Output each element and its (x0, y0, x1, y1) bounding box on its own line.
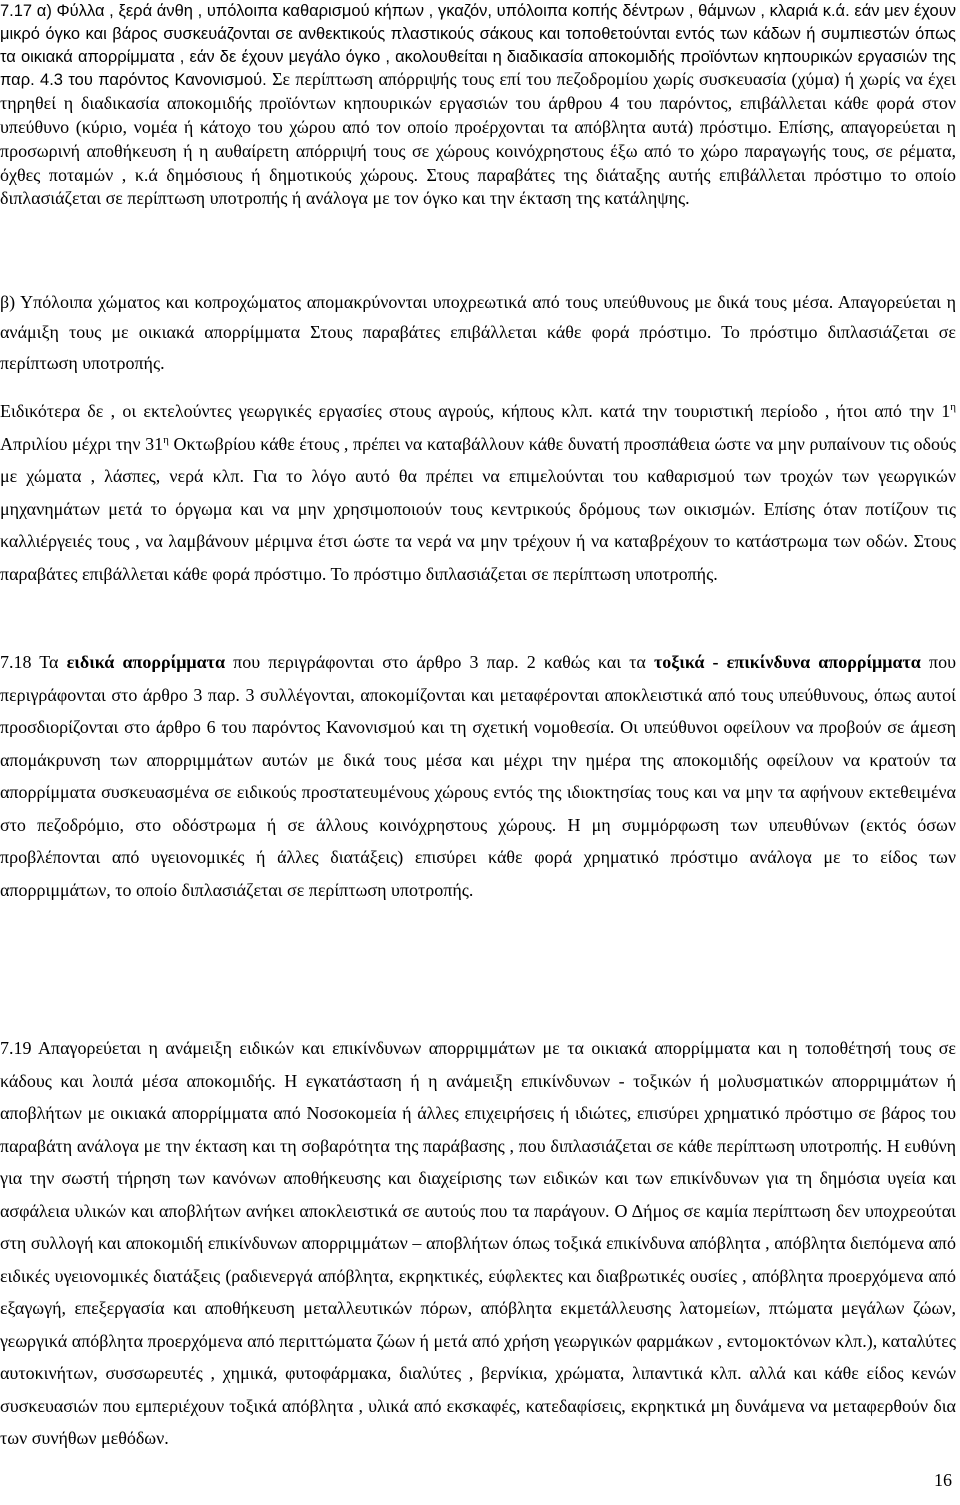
paragraph-7-17-c-text-1: Ειδικότερα δε , οι εκτελούντες γεωργικές εργασίες στους αγρούς, κήπους κλπ. κατά την τουριστική περίοδο , ήτοι από την 1 (0, 401, 951, 421)
page-number: 16 (934, 1470, 952, 1490)
paragraph-7-17-c-text-3: Οκτωβρίου κάθε έτους , πρέπει να καταβάλλουν κάθε δυνατή προσπάθεια ώστε να μην ρυπαίνουν τις οδούς με χώματα , λάσπες, νερά κλπ. Για το λόγο αυτό θα πρέπει να επιμελούνται του καθαρισμού των τροχών των γεωργικών μηχανημάτων μετά το όργωμα και να μην χρησιμοποιούν τους κεντρικούς δρόμους των οικισμών. Επίσης όταν ποτίζουν τις καλλιέργειές τους , να λαμβάνουν μέριμνα έτσι ώστε τα νερά να μην τρέχουν ή να καταβρέχουν το κατάστρωμα των οδών. Στους παραβάτες επιβάλλεται κάθε φορά πρόστιμο. Το πρόστιμο διπλασιάζεται σε περίπτωση υποτροπής. (0, 433, 956, 584)
paragraph-7-17-b (0, 287, 956, 378)
paragraph-7-17-a-text: 7.17 α) Φύλλα , ξερά άνθη , υπόλοιπα καθαρισμού κήπων , γκαζόν, υπόλοιπα κοπής δέντρων , θάμνων , κλαριά κ.ά. εάν μεν έχουν μικρό όγκο και βάρος συσκευάζονται σε ανθεκτικούς πλαστικούς σάκους και τοποθετούνται εντός των κάδων ή συμπιεστών όπως τα οικιακά απορρίμματα , εάν δε έχουν μεγάλο όγκο , ακολουθείται η διαδικασία αποκομιδής προϊόντων κηπουρικών εργασιών της παρ. 4.3 του παρόντος Κανονισμού. (0, 2, 956, 90)
superscript-eta: η (950, 401, 956, 413)
paragraph-7-17-a (0, 0, 956, 211)
paragraph-7-19-text: 7.19 Απαγορεύεται η ανάμειξη ειδικών και επικίνδυνων απορριμμάτων με τα οικιακά απορρίμματα και η τοποθέτησή τους σε κάδους και λοιπά μέσα αποκομιδής. Η εγκατάσταση ή η ανάμειξη επικίνδυνων - τοξικών ή μολυσματικών απορριμμάτων ή αποβλήτων με οικιακά απορρίμματα από Νοσοκομεία ή άλλες επιχειρήσεις ή ιδιώτες, επισύρει χρηματικό πρόστιμο σε βάρος του παραβάτη ανάλογα με την έκταση και τη σοβαρότητα της παράβασης , που διπλασιάζεται σε κάθε περίπτωση υποτροπής. Η ευθύνη για την σωστή τήρηση των κανόνων αποθήκευσης και διαχείρισης των ειδικών και των επικίνδυνων για τη δημόσια υγεία και ασφάλεια υλικών και αποβλήτων ανήκει αποκλειστικά σε αυτούς που τα παράγουν. Ο Δήμος σε καμία περίπτωση δεν υποχρεούται στη συλλογή και αποκομιδή επικίνδυνων απορριμμάτων – αποβλήτων όπως τοξικά επικίνδυνα απόβλητα , απόβλητα διεπόμενα από ειδικές υγειονομικές διατάξεις (ραδιενεργά απόβλητα, εκρηκτικές, εύφλεκτες και διαβρωτικές ουσίες , απόβλητα προερχόμενα από εξαγωγή, επεξεργασία και αποθήκευση μεταλλευτικών πόρων, απόβλητα εκμετάλλευσης λατομείων, πτώματα μεγάλων ζώων, γεωργικά απόβλητα προερχόμενα από περιττώματα ζώων ή μετά από χρήση γεωργικών φαρμάκων , εντομοκτόνων κλπ.), καταλύτες αυτοκινήτων, συσσωρευτές , χημικά, φυτοφάρμακα, διαλύτες , βερνίκια, χρώματα, λιπαντικά κλπ. αλλά και κάθε είδος κενών συσκευασιών που εμπεριέχουν τοξικά απόβλητα , υλικά από εκσκαφές, κατεδαφίσεις, εκρηκτικά μη δυνάμενα να μεταφερθούν δια των συνήθων μεθόδων. (0, 1038, 956, 1448)
paragraph-7-17-b-text: β) Υπόλοιπα χώματος και κοπροχώματος απομακρύνονται υποχρεωτικά από τους υπεύθυνους με δικά τους μέσα. Απαγορεύεται η ανάμιξη τους με οικιακά απορρίμματα Στους παραβάτες επιβάλλεται κάθε φορά πρόστιμο. Το πρόστιμο διπλασιάζεται σε περίπτωση υποτροπής. (0, 292, 956, 373)
paragraph-7-18-text-1: 7.18 Τα (0, 652, 67, 672)
paragraph-7-17-a2-text: Σε περίπτωση απόρριψής τους επί του πεζοδρομίου χωρίς συσκευασία (χύμα) ή χωρίς να έχει τηρηθεί η διαδικασία αποκομιδής προϊόντων κηπουρικών εργασιών του άρθρου 4 του παρόντος, επιβάλλεται κάθε φορά στον υπεύθυνο (κύριο, νομέα ή κάτοχο του χώρου από τον οποίο προέρχονται τα απόβλητα αυτά) πρόστιμο. Επίσης, απαγορεύεται η προσωρινή αποθήκευση ή η αυθαίρετη απόρριψή τους σε χώρους κοινόχρηστους έξω από το χώρο παραγωγής τους, σε ρέματα, όχθες ποταμών , κ.ά δημόσιους ή δημοτικούς χώρους. Στους παραβάτες της διάταξης αυτής επιβάλλεται πρόστιμο το οποίο διπλασιάζεται σε περίπτωση υποτροπής ή ανάλογα με τον όγκο και την έκταση της κατάληψης. (0, 69, 957, 209)
bold-term-toxic-waste: τοξικά - επικίνδυνα απορρίμματα (653, 652, 921, 672)
paragraph-7-17-c-text-2: Απριλίου μέχρι την 31 (0, 433, 164, 454)
paragraph-7-18-text-3: που περιγράφονται στο άρθρο 3 παρ. 3 συλλέγονται, αποκομίζονται και μεταφέρονται αποκλειστικά από τους υπεύθυνους, όπως αυτοί προσδιορίζονται στο άρθρο 6 του παρόντος Κανονισμού και τη σχετική νομοθεσία. Οι υπεύθυνοι οφείλουν να προβούν σε άμεση απομάκρυνση των απορριμμάτων αυτών με δικά τους μέσα και μέχρι την ημέρα της αποκομιδής οφείλουν να κρατούν τα απορρίμματα συσκευασμένα σε ειδικούς προστατευμένους χώρους εντός της ιδιοκτησίας τους και να μην τα αφήνουν εκτεθειμένα στο πεζοδρόμιο, στο οδόστρωμα ή σε άλλους κοινόχρηστους χώρους. Η μη συμμόρφωση των υπευθύνων (εκτός όσων προβλέπονται από υγειονομικές ή άλλες διατάξεις) επισύρει κάθε φορά χρηματικό πρόστιμο ανάλογα με το είδος των απορριμμάτων, το οποίο διπλασιάζεται σε περίπτωση υποτροπής. (0, 652, 956, 900)
paragraph-7-18-text-2: που περιγράφονται στο άρθρο 3 παρ. 2 καθώς και τα (225, 652, 654, 672)
paragraph-7-18 (0, 646, 956, 906)
paragraph-7-17-c (0, 395, 956, 590)
superscript-eta: η (163, 433, 169, 446)
paragraph-7-19 (0, 1032, 956, 1455)
bold-term-special-waste: ειδικά απορρίμματα (66, 652, 225, 672)
